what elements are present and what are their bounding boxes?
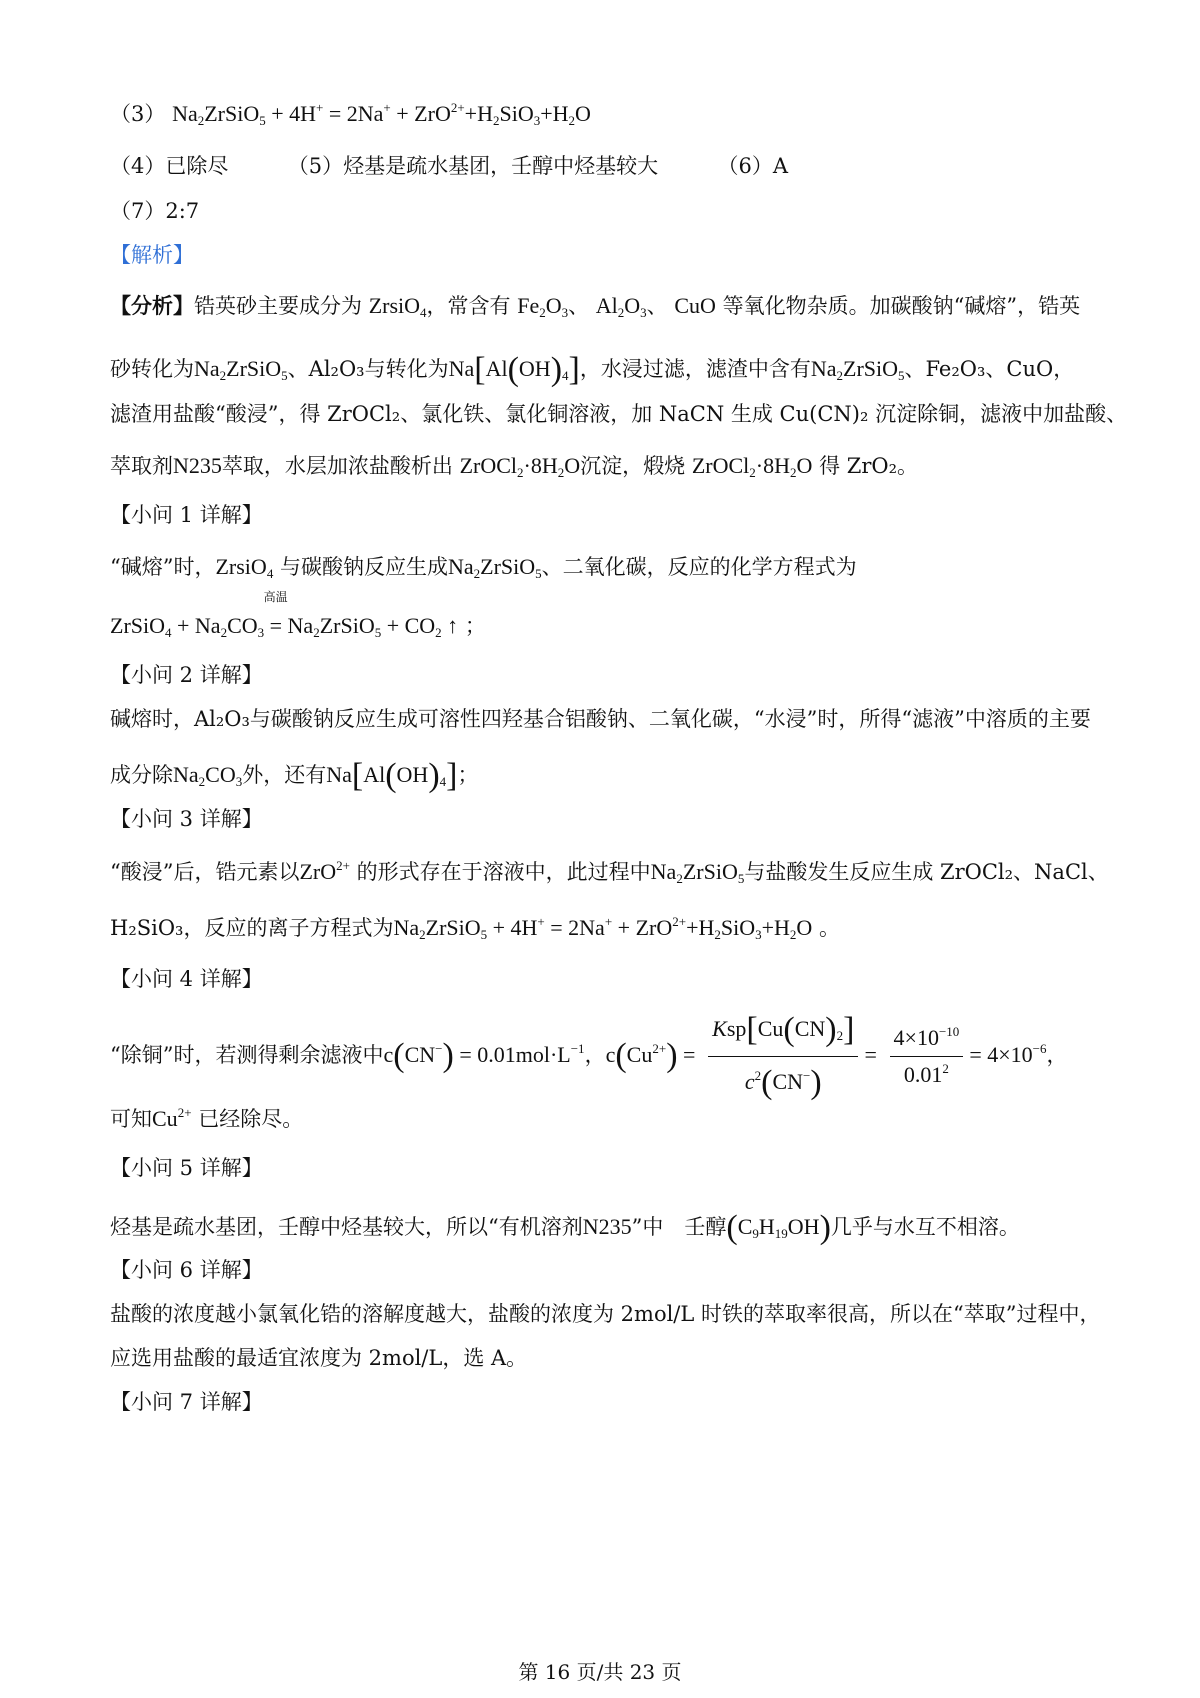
q1-line-1: “碱熔”时，ZrsiO$_4$ 与碳酸钠反应生成$Na_2ZrSiO_5$、二氧化碳，反应的化学方程式为 [110, 554, 857, 581]
value-fraction: $\frac{4\times 10^{-10}}{0.01^2}$ [890, 1024, 964, 1090]
analysis-label: 【解析】 [110, 243, 194, 267]
page-footer: 第 16 页/共 23 页 [518, 1660, 682, 1684]
q7-title: 【小问 7 详解】 [110, 1390, 263, 1414]
fenxi-line-3: 滤渣用盐酸“酸浸”，得 ZrOCl₂、氯化铁、氯化铜溶液，加 NaCN 生成 Cu(CN)₂ 沉淀除铜，滤液中加盐酸、 [110, 402, 1128, 426]
q6-title: 【小问 6 详解】 [110, 1258, 263, 1282]
q3-line-1: “酸浸”后，锆元素以ZrO$^{2+}$ 的形式存在于溶液中，此过程中$Na_2ZrSiO_5$与盐酸发生反应生成 ZrOCl₂、NaCl、 [110, 858, 1109, 886]
answers-4-6: （4）已除尽 （5）烃基是疏水基团，壬醇中烃基较大 （6）A [110, 154, 789, 178]
q4-line-1: “除铜”时，若测得剩余滤液中$c(CN^-) = 0.01mol\cdot L^{-1}$，$c(Cu^{2+})$ = $\frac{Ksp[Cu(CN)_2]}{c^2(CN^-)}$ = $\frac{4\times 10^{-10}}{0.01^2}$ = $4\times 10^{-6}$， [110, 1008, 1067, 1105]
fenxi-line-1: 【分析】锆英砂主要成分为 ZrsiO$_4$，常含有 $Fe_2O_3$、 $Al_2O_3$、 CuO 等氧化物杂质。加碳酸钠“碱熔”，锆英 [110, 293, 1081, 320]
q3-title: 【小问 3 详解】 [110, 807, 263, 831]
answer-3: （3） $Na_2ZrSiO_5 + 4H^+ = 2Na^+ + ZrO^{2+}+H_2SiO_3+H_2O$ [110, 100, 591, 128]
q1-title: 【小问 1 详解】 [110, 503, 263, 527]
q5-line-1: 烃基是疏水基团，壬醇中烃基较大，所以“有机溶剂N235”中 壬醇$(C_9H_{19}OH)$几乎与水互不相溶。 [110, 1209, 1020, 1246]
q5-title: 【小问 5 详解】 [110, 1156, 263, 1180]
ksp-fraction: $\frac{Ksp[Cu(CN)_2]}{c^2(CN^-)}$ [708, 1008, 858, 1105]
fenxi-line-4: 萃取剂N235萃取，水层加浓盐酸析出 $ZrOCl_2\cdot 8H_2O$沉淀，煅烧 $ZrOCl_2\cdot 8H_2O$ 得 ZrO₂。 [110, 453, 919, 480]
q2-title: 【小问 2 详解】 [110, 663, 263, 687]
q4-line-2: 可知$Cu^{2+}$ 已经除尽。 [110, 1105, 304, 1131]
q1-equation: ZrSiO$_4$ + $Na_2CO_3$ 高温 = $Na_2ZrSiO_5 + CO_2$ ↑ ； [110, 590, 486, 640]
q3-line-2: H₂SiO₃，反应的离子方程式为$Na_2ZrSiO_5 + 4H^+ = 2Na^+ + ZrO^{2+}+H_2SiO_3+H_2O$ 。 [110, 914, 840, 942]
reaction-condition: 高温 [263, 590, 288, 604]
q2-line-1: 碱熔时，Al₂O₃与碳酸钠反应生成可溶性四羟基合铝酸钠、二氧化碳，“水浸”时，所得“滤液”中溶质的主要 [110, 707, 1091, 731]
fenxi-line-2: 砂转化为$Na_2ZrSiO_5$、Al₂O₃与转化为$Na[Al(OH)_4]$，水浸过滤，滤渣中含有$Na_2ZrSiO_5$、Fe₂O₃、CuO， [110, 351, 1075, 388]
q4-title: 【小问 4 详解】 [110, 967, 263, 991]
q2-line-2: 成分除$Na_2CO_3$外，还有$Na[Al(OH)_4]$； [110, 757, 479, 794]
q6-line-2: 应选用盐酸的最适宜浓度为 2mol/L，选 A。 [110, 1346, 528, 1370]
q6-line-1: 盐酸的浓度越小氯氧化锆的溶解度越大，盐酸的浓度为 2mol/L 时铁的萃取率很高，所以在“萃取”过程中， [110, 1302, 1101, 1326]
ionic-equation: $Na_2ZrSiO_5 + 4H^+ = 2Na^+ + ZrO^{2+}+H_2SiO_3+H_2O$ [172, 100, 591, 128]
answer-7: （7）2:7 [110, 199, 200, 223]
